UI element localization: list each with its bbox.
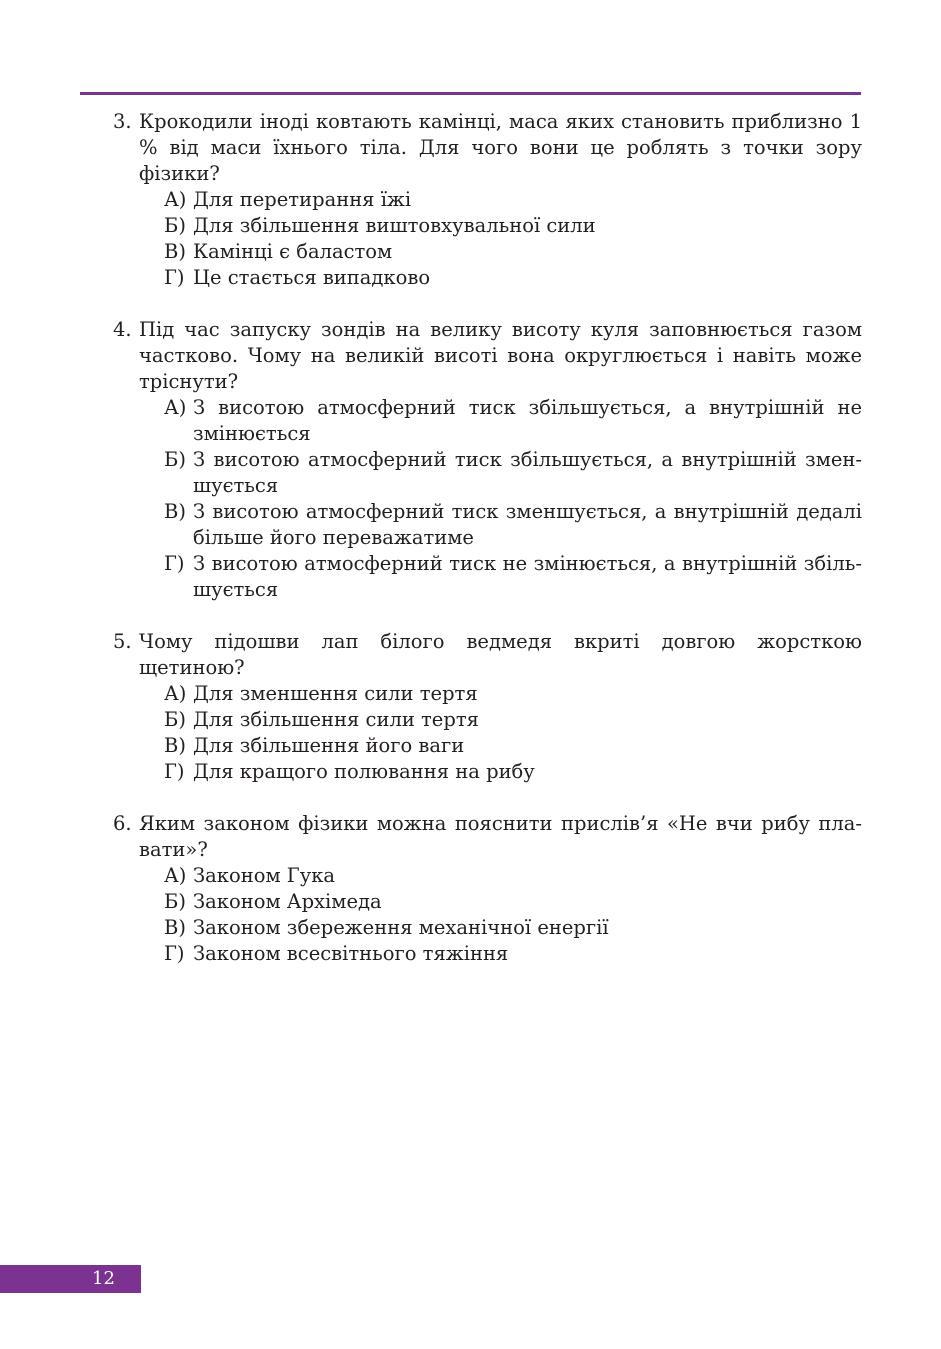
option-letter: Б) [164,890,186,913]
option-text: Для перетирання їжі [193,188,412,211]
answer-option [164,707,862,733]
page-number-tab [0,1265,141,1293]
question-text: Чому підошви лап білого ведмедя вкриті довгою жорсткою щетиною? [139,630,862,679]
option-letter: Г) [164,266,185,289]
option-letter: Г) [164,942,185,965]
option-letter: А) [164,682,187,705]
option-letter: В) [164,916,186,939]
option-letter: Г) [164,760,185,783]
option-letter: А) [164,864,187,887]
answer-option [164,395,862,447]
answer-option [164,447,862,499]
option-text: З висотою атмосферний тиск збільшується, а внутрішній не змінюється [193,396,862,445]
option-letter: А) [164,396,187,419]
option-letter: Б) [164,448,186,471]
option-text: Для збільшення виштовхувальної сили [193,214,596,237]
answer-option [164,213,862,239]
option-text: Це стається випадково [193,266,431,289]
option-text: Камінці є баластом [193,240,393,263]
question-5 [113,629,862,785]
option-text: З висотою атмосферний тиск зменшується, а внутрішній дедалі більше його переважатиме [193,500,862,549]
question-number: 6. [113,812,132,835]
answer-option [164,733,862,759]
answer-option [164,265,862,291]
option-text: З висотою атмосферний тиск збільшується, а внутрішній зменшується [193,448,862,497]
page-number: 12 [92,1268,115,1289]
option-text: Для збільшення його ваги [193,734,465,757]
answer-option [164,863,862,889]
option-letter: В) [164,240,186,263]
answer-option [164,759,862,785]
option-letter: Г) [164,552,185,575]
option-text: Законом всесвітнього тяжіння [193,942,509,965]
question-text: Під час запуску зондів на велику висоту куля заповнюється газом частково. Чому на великій висоті вона округлюється і навіть може тріснути? [139,318,862,393]
answer-options [113,681,862,785]
answer-option [164,941,862,967]
answer-option [164,889,862,915]
option-text: Для зменшення сили тертя [193,682,478,705]
questions-list [113,109,862,993]
question-number: 3. [113,110,132,133]
option-letter: В) [164,734,186,757]
option-letter: В) [164,500,186,523]
answer-option [164,187,862,213]
option-text: Законом збереження механічної енергії [193,916,609,939]
header-rule [80,92,861,95]
answer-option [164,499,862,551]
question-text: Крокодили іноді ковтають камінці, маса яких становить приблизно 1 % від маси їхнього тіла. Для чого вони це роблять з точки зору фізики? [139,110,862,185]
answer-option [164,551,862,603]
option-text: Законом Гука [193,864,336,887]
question-number: 5. [113,630,132,653]
question-text: Яким законом фізики можна пояснити прислів’я «Не вчи рибу плавати»? [139,812,862,861]
option-letter: Б) [164,708,186,731]
question-4 [113,317,862,603]
option-text: Для збільшення сили тертя [193,708,479,731]
answer-option [164,915,862,941]
option-text: Законом Архімеда [193,890,382,913]
answer-options [113,187,862,291]
option-text: З висотою атмосферний тиск не змінюється, а внутрішній збільшується [193,552,862,601]
option-letter: Б) [164,214,186,237]
answer-option [164,239,862,265]
answer-options [113,395,862,603]
option-text: Для кращого полювання на рибу [193,760,535,783]
question-3 [113,109,862,291]
option-letter: А) [164,188,187,211]
answer-option [164,681,862,707]
question-6 [113,811,862,967]
question-number: 4. [113,318,132,341]
answer-options [113,863,862,967]
